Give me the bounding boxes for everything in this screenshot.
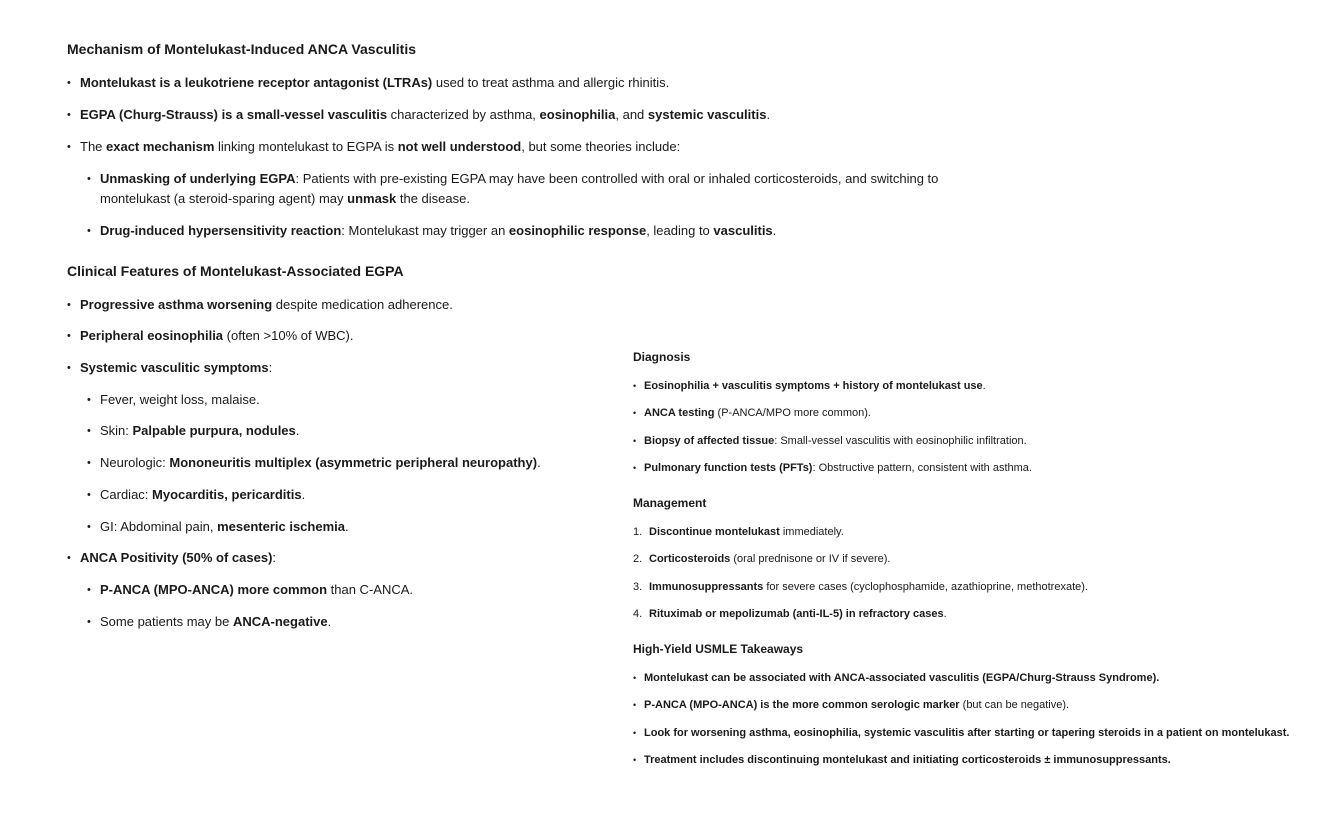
takeaway-bullet-2: • P-ANCA (MPO-ANCA) is the more common serologic marker (but can be negative). bbox=[644, 697, 1069, 713]
management-heading: Management bbox=[633, 496, 707, 510]
clinical-sub-bullet-6: • P-ANCA (MPO-ANCA) more common than C-ANCA. bbox=[100, 580, 413, 600]
clinical-sub-bullet-1: • Fever, weight loss, malaise. bbox=[100, 390, 260, 410]
management-item-1: 1. Discontinue montelukast immediately. bbox=[649, 524, 844, 540]
management-item-4: 4. Rituximab or mepolizumab (anti-IL-5) in refractory cases. bbox=[649, 606, 947, 622]
diagnosis-bullet-4: • Pulmonary function tests (PFTs): Obstructive pattern, consistent with asthma. bbox=[644, 460, 1032, 476]
mechanism-heading: Mechanism of Montelukast-Induced ANCA Vasculitis bbox=[67, 41, 417, 57]
management-item-3: 3. Immunosuppressants for severe cases (cyclophosphamide, azathioprine, methotrexate). bbox=[649, 579, 1088, 595]
diagnosis-bullet-2: • ANCA testing (P-ANCA/MPO more common). bbox=[644, 405, 871, 421]
clinical-bullet-4: • ANCA Positivity (50% of cases): bbox=[80, 548, 276, 568]
clinical-sub-bullet-2: • Skin: Palpable purpura, nodules. bbox=[100, 421, 299, 441]
clinical-bullet-3: • Systemic vasculitic symptoms: bbox=[80, 358, 272, 378]
takeaway-bullet-3: • Look for worsening asthma, eosinophilia, systemic vasculitis after starting or tapering steroids in a patient on montelukast. bbox=[644, 725, 1289, 741]
clinical-heading: Clinical Features of Montelukast-Associated EGPA bbox=[67, 263, 404, 279]
mechanism-sub-bullet-1: • Unmasking of underlying EGPA: Patients with pre-existing EGPA may have been controlled with oral or inhaled corticosteroids, and switching to montelukast (a steroid-sparing agent) may unmask the disease. bbox=[100, 169, 995, 209]
mechanism-sub-bullet-2: • Drug-induced hypersensitivity reaction: Montelukast may trigger an eosinophilic response, leading to vasculitis. bbox=[100, 221, 776, 241]
management-item-2: 2. Corticosteroids (oral prednisone or IV if severe). bbox=[649, 551, 890, 567]
diagnosis-bullet-3: • Biopsy of affected tissue: Small-vessel vasculitis with eosinophilic infiltration. bbox=[644, 433, 1027, 449]
takeaway-bullet-4: • Treatment includes discontinuing montelukast and initiating corticosteroids ± immunosuppressants. bbox=[644, 752, 1171, 768]
takeaways-heading: High-Yield USMLE Takeaways bbox=[633, 642, 804, 656]
clinical-sub-bullet-7: • Some patients may be ANCA-negative. bbox=[100, 612, 331, 632]
clinical-sub-bullet-4: • Cardiac: Myocarditis, pericarditis. bbox=[100, 485, 305, 505]
takeaway-bullet-1: • Montelukast can be associated with ANCA-associated vasculitis (EGPA/Churg-Strauss Syndrome). bbox=[644, 670, 1159, 686]
diagnosis-bullet-1: • Eosinophilia + vasculitis symptoms + history of montelukast use. bbox=[644, 378, 986, 394]
mechanism-bullet-3: • The exact mechanism linking montelukast to EGPA is not well understood, but some theories include: bbox=[80, 137, 680, 157]
clinical-bullet-1: • Progressive asthma worsening despite medication adherence. bbox=[80, 295, 453, 315]
mechanism-bullet-1: • Montelukast is a leukotriene receptor antagonist (LTRAs) used to treat asthma and allergic rhinitis. bbox=[80, 73, 669, 93]
diagnosis-heading: Diagnosis bbox=[633, 350, 691, 364]
clinical-bullet-2: • Peripheral eosinophilia (often >10% of WBC). bbox=[80, 326, 353, 346]
clinical-sub-bullet-3: • Neurologic: Mononeuritis multiplex (asymmetric peripheral neuropathy). bbox=[100, 453, 541, 473]
clinical-sub-bullet-5: • GI: Abdominal pain, mesenteric ischemia. bbox=[100, 517, 349, 537]
mechanism-bullet-2: • EGPA (Churg-Strauss) is a small-vessel vasculitis characterized by asthma, eosinophilia, and systemic vasculitis. bbox=[80, 105, 770, 125]
